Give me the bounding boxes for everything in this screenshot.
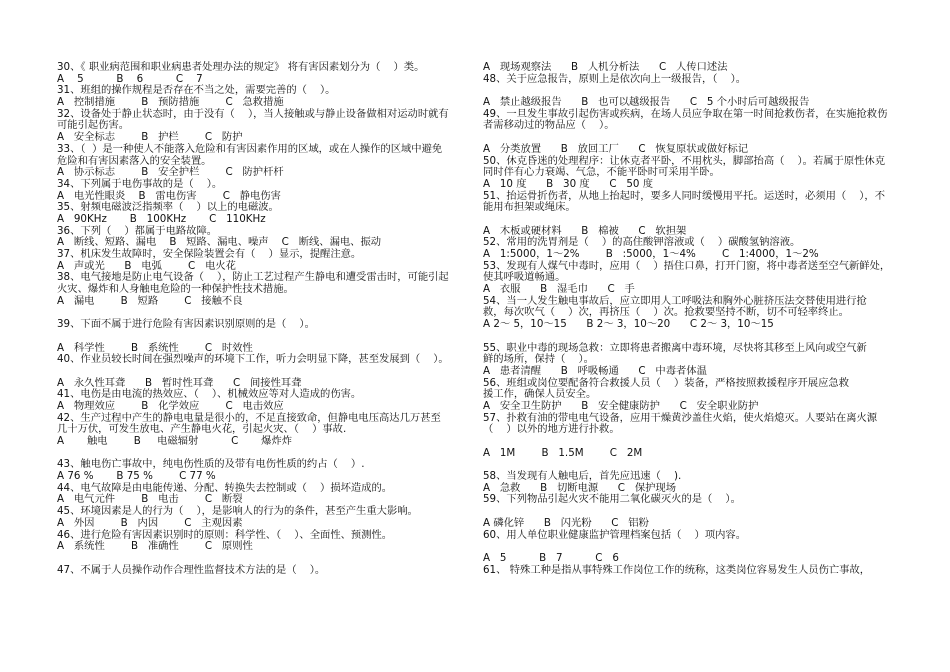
text-line: 54、当一人发生触电事故后，应立即用人工呼吸法和胸外心脏挤压法交替使用进行抢: [483, 294, 867, 307]
text-line: A 76 % B 75 % C 77 %: [57, 470, 216, 483]
text-line: A 声或光 B 电弧 C 电火花: [57, 259, 236, 272]
text-line: 37、机床发生故障时，安全保险装置会有（ ）显示，提醒注意。: [57, 248, 362, 260]
text-line: A 1:5000，1～2% B :5000，1～4% C 1:4000，1～2%: [483, 248, 819, 260]
right-column: [483, 62, 895, 576]
text-line: 58、当发现有人触电后，首先应迅速（ ).: [483, 470, 682, 483]
text-line: 可能引起伤害。: [57, 119, 130, 132]
text-line: A 安全标志 B 护栏 C 防护: [57, 131, 243, 144]
text-line: A 安全卫生防护 B 安全健康防护 C 安全职业防护: [483, 399, 759, 412]
text-line: 61、 特殊工种是指从事特殊工作岗位工作的统称，这类岗位容易发生人员伤亡事故，: [483, 563, 871, 576]
text-line: A 衣服 B 湿毛巾 C 手: [483, 283, 635, 296]
text-line: 45、环境因素是人的行为（ ），是影响人的行为的条件，甚至产生重大影响。: [57, 505, 418, 518]
text-line: 39、下面不属于进行危险有害因素识别原则的是（ ）。: [57, 318, 315, 331]
text-line: A 禁止越级报告 B 也可以越级报告 C 5 个小时后可越级报告: [483, 96, 810, 109]
text-line: （ ）以外的地方进行扑救。: [483, 423, 620, 436]
text-line: A 1M B 1.5M C 2M: [483, 446, 643, 459]
text-line: 46、进行危险有害因素识别时的原则：科学性、（ ）、全面性、预测性。: [57, 528, 393, 541]
text-line: A 触电 B 电磁辐射 C 爆炸炸: [57, 435, 293, 447]
text-line: 60、用人单位职业健康监护管理档案包括（ ）项内容。: [483, 528, 747, 541]
text-line: 57、扑救有油的带电电气设备，应用干燥黄沙盖住火焰，使火焰熄灭。人要站在离火源: [483, 411, 878, 424]
text-line: 36、下列（ ）都属于电路故障。: [57, 224, 218, 237]
text-line: 31、班组的操作规程是否存在不当之处，需要完善的（ ）。: [57, 84, 336, 97]
text-line: A 控制措施 B 预防措施 C 急救措施: [57, 96, 284, 109]
text-line: 能用布担架或绳床。: [483, 201, 576, 214]
text-line: A 断线、短路、漏电 B 短路、漏电、噪声 C 断线、漏电、振动: [57, 236, 382, 249]
text-line: A 分类放置 B 放回工厂 C 恢复原状或做好标记: [483, 142, 749, 155]
blank-line: [57, 331, 469, 343]
text-line: 40、作业员较长时间在强烈噪声的环境下工作，听力会明显下降，甚至发展到（ ）。: [57, 353, 449, 366]
text-line: 35、射频电磁波泛指频率（ ）以上的电磁波。: [57, 201, 279, 214]
text-line: 38、电气接地是防止电气设备（ ），防止工艺过程产生静电和遭受雷击时，可能引起: [57, 271, 449, 284]
left-column: [57, 62, 469, 576]
text-line: 53、发现有人煤气中毒时，应用（ ）捂住口鼻，打开门窗，将中毒者送至空气新鲜处，: [483, 259, 891, 272]
text-line: 52、常用的洗胃剂是（ ）的高住酸钾溶液或（ ）碳酸氢钠溶液。: [483, 236, 801, 249]
text-line: 33、（ ）是一种使人不能落入危险和有害因素作用的区域，或在人操作的区域中避免: [57, 142, 443, 155]
text-line: 32、设备处于静止状态时，由于没有（ ），当人接触或与静止设备做相对运动时就有: [57, 107, 449, 120]
text-line: A 5 B 6 C 7: [57, 72, 203, 85]
text-line: A 物理效应 B 化学效应 C 电击效应: [57, 399, 284, 412]
text-line: 34、下列属于电伤事故的是（ ）。: [57, 177, 223, 190]
text-line: 41、电伤是由电流的热效应、（ ）、机械效应等对人造成的伤害。: [57, 388, 362, 401]
text-line: A 科学性 B 系统性 C 时效性: [57, 341, 253, 354]
blank-line: [57, 366, 469, 378]
text-line: 59、下列物品引起火灾不能用二氧化碳灭火的是（ ）。: [483, 493, 741, 506]
text-line: A 90KHz B 100KHz C 110KHz: [57, 212, 266, 225]
text-line: A 2～ 5，10～15 B 2～ 3，10～20 C 2～ 3，10～15: [483, 318, 774, 331]
text-line: A 患者清醒 B 呼吸畅通 C 中毒者体温: [483, 364, 707, 377]
text-line: 56、班组或岗位要配备符合救援人员（ ）装备，严格按照救援程序开展应急救: [483, 376, 849, 389]
text-line: A 5 B 7 C 6: [483, 551, 619, 564]
text-line: 55、职业中毒的现场急救：立即将患者搬离中毒环境，尽快将其移至上风向或空气新: [483, 341, 867, 354]
text-line: A 木板或硬材料 B 棉被 C 软担架: [483, 224, 687, 237]
blank-line: [483, 436, 895, 448]
text-line: A 永久性耳聋 B 暂时性耳聋 C 间接性耳聋: [57, 376, 302, 389]
blank-line: [483, 214, 895, 226]
text-line: 51、抬运骨折伤者，从地上抬起时，要多人同时缓慢用平托。运送时，必须用（ ），不: [483, 189, 886, 202]
text-line: 同时伴有心力衰竭、气急，不能平卧时可采用半卧。: [483, 166, 720, 179]
text-line: A 电光性眼炎 B 雷电伤害 C 静电伤害: [57, 189, 281, 202]
text-line: A 现场观察法 B 人机分析法 C 人传口述法: [483, 61, 728, 73]
blank-line: [57, 553, 469, 565]
text-line: 47、不属于人员操作动作合理性监督技术方法的是（ ）。: [57, 563, 326, 576]
text-line: 几十万伏，可发生放电、产生静电火花，引起火灾、（ ）事故.: [57, 423, 347, 436]
text-line: 44、电气故障是由电能传递、分配、转换失去控制或（ ）损坏造成的。: [57, 481, 393, 494]
text-line: A 外因 B 内因 C 主观因素: [57, 516, 243, 529]
text-line: 危险和有害因素落入的安全装置。: [57, 154, 212, 167]
text-line: 使其呼吸道畅通。: [483, 271, 566, 284]
text-line: A 磷化锌 B 闪光粉 C 铝粉: [483, 516, 649, 529]
text-line: A 急救 B 切断电源 C 保护现场: [483, 481, 677, 494]
text-line: 者需移动过的物品应（ ）。: [483, 119, 615, 132]
text-line: A 10 度 B 30 度 C 50 度: [483, 177, 654, 190]
text-line: 30、《 职业病范围和职业病患者处理办法的规定》 将有害因素划分为（ ）类。: [57, 61, 425, 73]
text-line: 43、触电伤亡事故中，纯电伤性质的及带有电伤性质的约占（ ）.: [57, 458, 365, 471]
text-line: 42、生产过程中产生的静电电量是很小的，不足直接致命，但静电电压高达几万甚至: [57, 411, 441, 424]
text-line: A 系统性 B 准确性 C 原则性: [57, 540, 253, 553]
text-line: 48、关于应急报告，原则上是依次向上一级报告，（ ）。: [483, 72, 747, 85]
text-line: 援工作，确保人员安全。: [483, 388, 597, 401]
text-line: 鲜的场所，保持（ ）。: [483, 353, 594, 366]
text-line: A 协示标志 B 安全护栏 C 防护杆杆: [57, 166, 284, 179]
text-line: 火灾、爆炸和人身触电危险的一种保护性技术措施。: [57, 283, 294, 296]
text-line: 49、一旦发生事故引起伤害或疾病，在场人员应争取在第一时间抢救伤者，在实施抢救伤: [483, 107, 888, 120]
text-line: A 漏电 B 短路 C 接触不良: [57, 294, 243, 307]
blank-line: [483, 331, 895, 343]
text-line: A 电气元件 B 电击 C 断裂: [57, 493, 243, 506]
text-line: 50、休克昏迷的处理程序：让休克者平卧，不用枕头，脚部抬高（ ）。若属于原性休克: [483, 154, 886, 167]
text-line: 救，每次吹气（ ）次，再挤压（ ）次。抢救要坚持不断，切不可轻率终止。: [483, 306, 849, 319]
